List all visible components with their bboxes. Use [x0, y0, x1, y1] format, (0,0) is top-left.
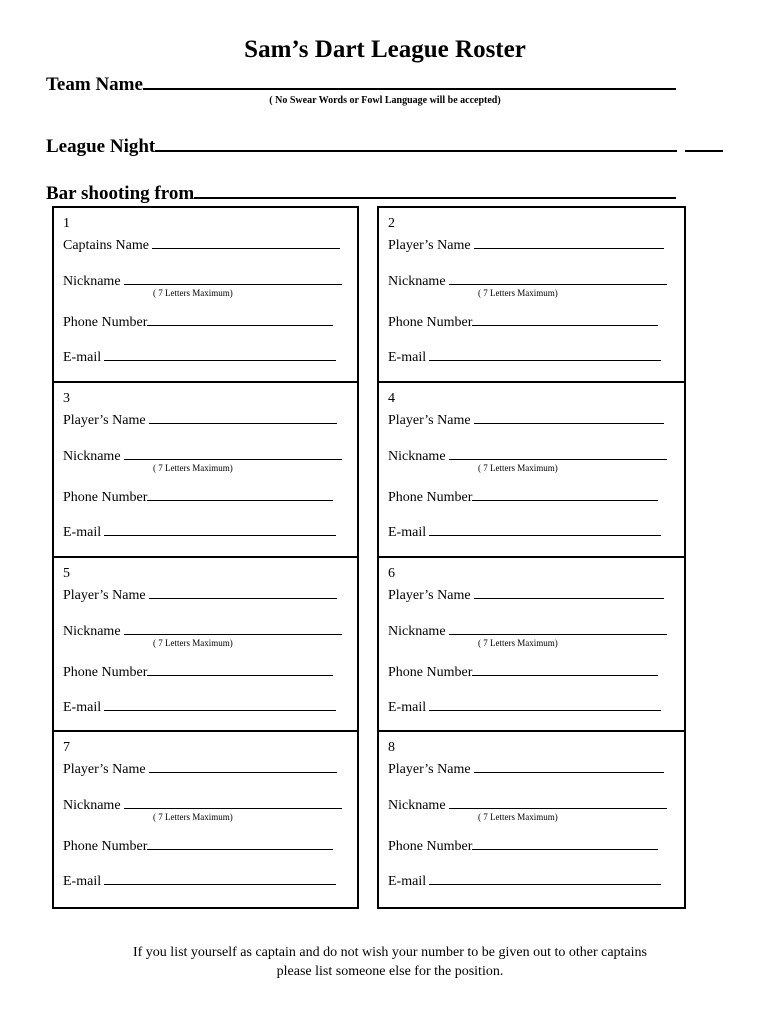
phone-row — [63, 835, 333, 855]
nickname-row — [63, 620, 342, 640]
bar-label: Bar shooting from — [46, 183, 195, 204]
slot-number: 1 — [63, 216, 70, 231]
nickname-hint: ( 7 Letters Maximum) — [153, 288, 233, 298]
nickname-hint: ( 7 Letters Maximum) — [478, 812, 558, 822]
name-label: Player’s Name — [63, 762, 146, 777]
name-label: Player’s Name — [388, 588, 471, 603]
name-label: Player’s Name — [63, 413, 146, 428]
phone-row — [388, 835, 658, 855]
nickname-field[interactable] — [449, 270, 667, 285]
nickname-row — [388, 270, 667, 290]
name-field[interactable] — [152, 234, 340, 249]
nickname-hint: ( 7 Letters Maximum) — [478, 288, 558, 298]
phone-field[interactable] — [472, 311, 658, 326]
name-field[interactable] — [474, 584, 664, 599]
name-row — [63, 758, 337, 778]
player-card-4 — [377, 381, 686, 560]
nickname-field[interactable] — [124, 445, 342, 460]
nickname-hint: ( 7 Letters Maximum) — [478, 638, 558, 648]
phone-field[interactable] — [147, 311, 333, 326]
name-row — [63, 584, 337, 604]
email-label: E-mail — [63, 350, 102, 365]
name-field[interactable] — [474, 234, 664, 249]
name-label: Player’s Name — [388, 762, 471, 777]
bar-row — [46, 179, 676, 205]
name-row — [63, 234, 340, 254]
slot-number: 5 — [63, 566, 70, 581]
nickname-label: Nickname — [388, 798, 446, 813]
name-row — [63, 409, 337, 429]
player-card-2 — [377, 206, 686, 385]
team-name-field[interactable] — [143, 70, 676, 90]
name-label: Player’s Name — [388, 413, 471, 428]
email-label: E-mail — [388, 700, 427, 715]
bar-field[interactable] — [194, 179, 676, 199]
phone-row — [388, 311, 658, 331]
phone-label: Phone Number — [388, 315, 473, 330]
nickname-field[interactable] — [124, 270, 342, 285]
league-night-row — [46, 132, 723, 158]
nickname-hint: ( 7 Letters Maximum) — [153, 638, 233, 648]
team-name-label: Team Name — [46, 74, 143, 95]
email-field[interactable] — [429, 346, 661, 361]
phone-field[interactable] — [472, 486, 658, 501]
email-field[interactable] — [429, 870, 661, 885]
email-row — [63, 521, 336, 541]
name-field[interactable] — [474, 409, 664, 424]
name-row — [388, 758, 664, 778]
phone-label: Phone Number — [63, 839, 148, 854]
phone-label: Phone Number — [63, 315, 148, 330]
email-field[interactable] — [104, 346, 336, 361]
footer-line-1: If you list yourself as captain and do not wish your number to be given out to other captains — [132, 945, 647, 960]
footer-note — [0, 943, 770, 981]
nickname-label: Nickname — [63, 449, 121, 464]
slot-number: 3 — [63, 391, 70, 406]
phone-label: Phone Number — [388, 839, 473, 854]
nickname-field[interactable] — [124, 620, 342, 635]
nickname-field[interactable] — [449, 445, 667, 460]
name-field[interactable] — [149, 409, 337, 424]
email-row — [388, 696, 661, 716]
nickname-field[interactable] — [449, 794, 667, 809]
player-card-7 — [52, 730, 359, 909]
name-field[interactable] — [149, 758, 337, 773]
email-field[interactable] — [104, 521, 336, 536]
name-row — [388, 234, 664, 254]
phone-row — [63, 661, 333, 681]
email-row — [63, 870, 336, 890]
footer-line-2: please list someone else for the position. — [276, 964, 504, 979]
player-card-8 — [377, 730, 686, 909]
nickname-label: Nickname — [63, 798, 121, 813]
nickname-label: Nickname — [388, 624, 446, 639]
nickname-label: Nickname — [63, 624, 121, 639]
nickname-row — [388, 620, 667, 640]
slot-number: 7 — [63, 740, 70, 755]
phone-row — [63, 486, 333, 506]
player-card-6 — [377, 556, 686, 734]
name-label: Player’s Name — [388, 238, 471, 253]
nickname-hint: ( 7 Letters Maximum) — [153, 463, 233, 473]
team-name-note: ( No Swear Words or Fowl Language will be accepted) — [269, 95, 501, 106]
nickname-label: Nickname — [388, 449, 446, 464]
phone-field[interactable] — [472, 661, 658, 676]
phone-label: Phone Number — [63, 490, 148, 505]
email-field[interactable] — [429, 696, 661, 711]
league-night-label: League Night — [46, 136, 156, 157]
nickname-row — [388, 445, 667, 465]
player-card-5 — [52, 556, 359, 734]
phone-field[interactable] — [147, 486, 333, 501]
nickname-label: Nickname — [63, 274, 121, 289]
phone-field[interactable] — [147, 835, 333, 850]
nickname-hint: ( 7 Letters Maximum) — [153, 812, 233, 822]
email-row — [63, 346, 336, 366]
email-row — [388, 870, 661, 890]
phone-field[interactable] — [472, 835, 658, 850]
email-field[interactable] — [429, 521, 661, 536]
nickname-row — [63, 794, 342, 814]
phone-label: Phone Number — [63, 665, 148, 680]
email-label: E-mail — [388, 874, 427, 889]
phone-field[interactable] — [147, 661, 333, 676]
email-field[interactable] — [104, 870, 336, 885]
name-label: Player’s Name — [63, 588, 146, 603]
nickname-row — [63, 445, 342, 465]
email-label: E-mail — [63, 525, 102, 540]
email-row — [388, 521, 661, 541]
email-row — [388, 346, 661, 366]
name-label: Captains Name — [63, 238, 149, 253]
slot-number: 8 — [388, 740, 395, 755]
league-night-extra-field[interactable] — [685, 132, 723, 152]
slot-number: 2 — [388, 216, 395, 231]
team-name-row — [46, 70, 676, 96]
phone-row — [388, 661, 658, 681]
nickname-row — [63, 270, 342, 290]
email-label: E-mail — [63, 700, 102, 715]
email-row — [63, 696, 336, 716]
slot-number: 4 — [388, 391, 395, 406]
nickname-row — [388, 794, 667, 814]
player-card-3 — [52, 381, 359, 560]
nickname-hint: ( 7 Letters Maximum) — [478, 463, 558, 473]
league-night-field[interactable] — [155, 132, 677, 152]
page-title: Sam’s Dart League Roster — [244, 36, 526, 63]
name-field[interactable] — [474, 758, 664, 773]
slot-number: 6 — [388, 566, 395, 581]
nickname-field[interactable] — [124, 794, 342, 809]
name-row — [388, 409, 664, 429]
phone-row — [388, 486, 658, 506]
email-label: E-mail — [63, 874, 102, 889]
phone-label: Phone Number — [388, 490, 473, 505]
nickname-label: Nickname — [388, 274, 446, 289]
name-field[interactable] — [149, 584, 337, 599]
email-field[interactable] — [104, 696, 336, 711]
name-row — [388, 584, 664, 604]
phone-row — [63, 311, 333, 331]
phone-label: Phone Number — [388, 665, 473, 680]
email-label: E-mail — [388, 525, 427, 540]
player-card-1 — [52, 206, 359, 385]
nickname-field[interactable] — [449, 620, 667, 635]
email-label: E-mail — [388, 350, 427, 365]
